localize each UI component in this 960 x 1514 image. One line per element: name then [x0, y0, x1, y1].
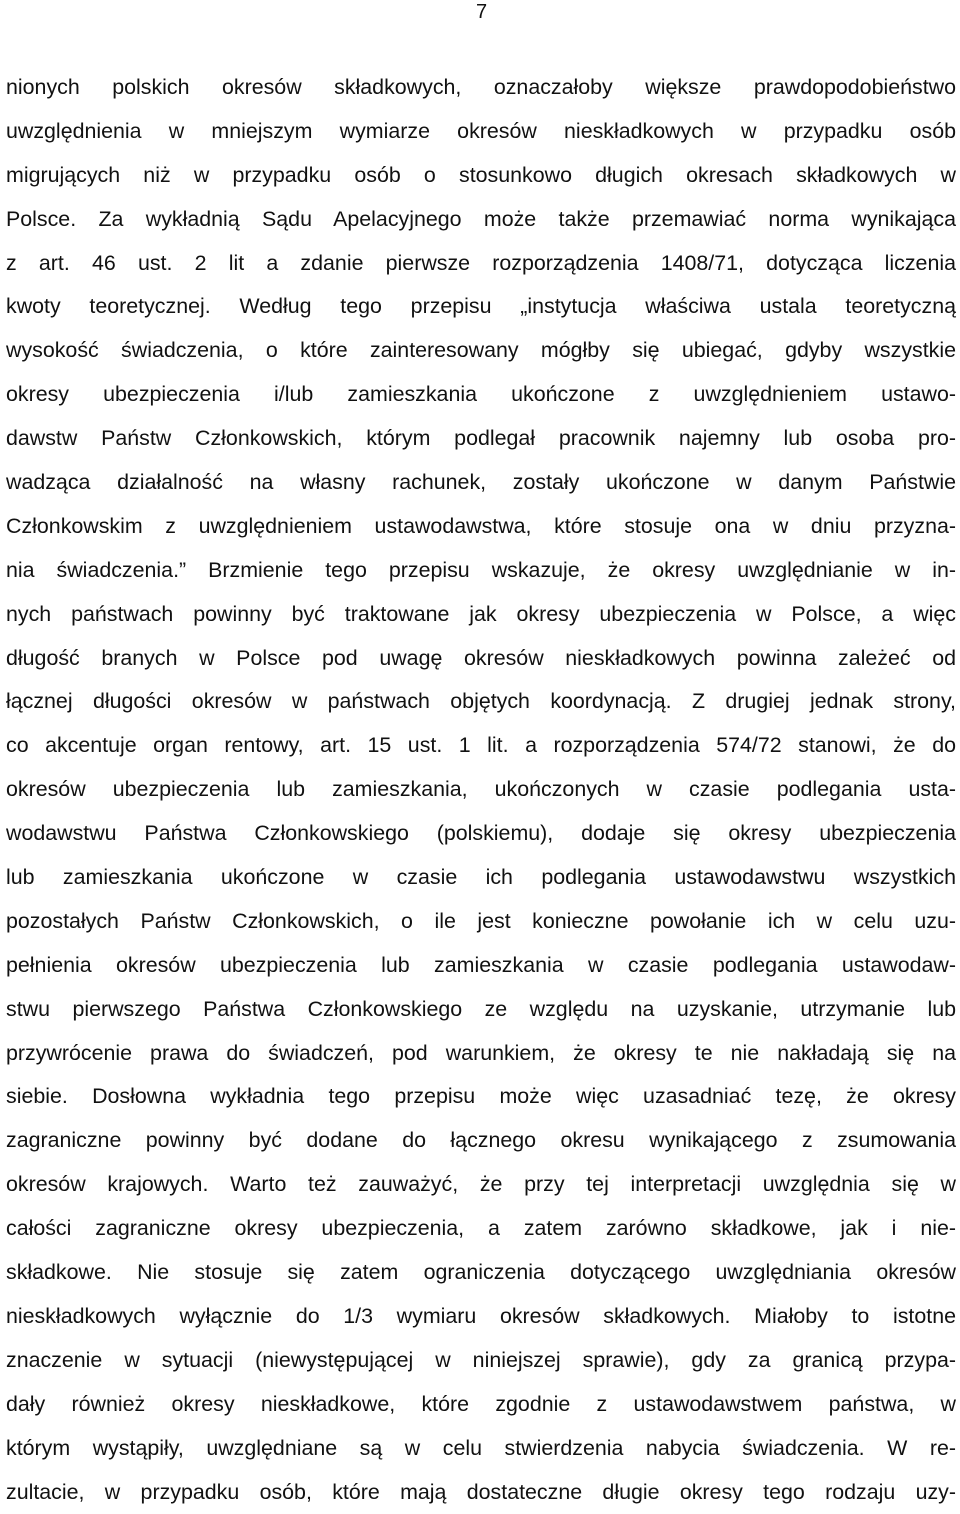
- text-line: składkowe. Nie stosuje się zatem ograniczenia dotyczącego uwzględniania okresów: [6, 1251, 956, 1295]
- text-line: okresy ubezpieczenia i/lub zamieszkania ukończone z uwzględnieniem ustawo-: [6, 373, 956, 417]
- text-line: wodawstwu Państwa Członkowskiego (polskiemu), dodaje się okresy ubezpieczenia: [6, 812, 956, 856]
- text-line: całości zagraniczne okresy ubezpieczenia, a zatem zarówno składkowe, jak i nie-: [6, 1207, 956, 1251]
- text-line: pozostałych Państw Członkowskich, o ile jest konieczne powołanie ich w celu uzu-: [6, 900, 956, 944]
- text-line: migrujących niż w przypadku osób o stosunkowo długich okresach składkowych w: [6, 154, 956, 198]
- text-line: znaczenie w sytuacji (niewystępującej w niniejszej sprawie), gdy za granicą przypa-: [6, 1339, 956, 1383]
- text-line: Członkowskim z uwzględnieniem ustawodawstwa, które stosuje ona w dniu przyzna-: [6, 505, 956, 549]
- text-line: przywrócenie prawa do świadczeń, pod warunkiem, że okresy te nie nakładają się na: [6, 1032, 956, 1076]
- body-text: [6, 66, 956, 1514]
- text-line: wadząca działalność na własny rachunek, zostały ukończone w danym Państwie: [6, 461, 956, 505]
- text-line: stwu pierwszego Państwa Członkowskiego ze względu na uzyskanie, utrzymanie lub: [6, 988, 956, 1032]
- text-line: dały również okresy nieskładkowe, które zgodnie z ustawodawstwem państwa, w: [6, 1383, 956, 1427]
- text-line: nieskładkowych wyłącznie do 1/3 wymiaru okresów składkowych. Miałoby to istotne: [6, 1295, 956, 1339]
- text-line: z art. 46 ust. 2 lit a zdanie pierwsze rozporządzenia 1408/71, dotycząca liczenia: [6, 242, 956, 286]
- page-number: 7: [476, 2, 487, 22]
- text-line: wysokość świadczenia, o które zainteresowany mógłby się ubiegać, gdyby wszystkie: [6, 329, 956, 373]
- text-line: nia świadczenia.” Brzmienie tego przepisu wskazuje, że okresy uwzględnianie w in-: [6, 549, 956, 593]
- text-line: uwzględnienia w mniejszym wymiarze okresów nieskładkowych w przypadku osób: [6, 110, 956, 154]
- text-line: nionych polskich okresów składkowych, oznaczałoby większe prawdopodobieństwo: [6, 66, 956, 110]
- text-line: pełnienia okresów ubezpieczenia lub zamieszkania w czasie podlegania ustawodaw-: [6, 944, 956, 988]
- text-line: dawstw Państw Członkowskich, którym podlegał pracownik najemny lub osoba pro-: [6, 417, 956, 461]
- text-line: zultacie, w przypadku osób, które mają dostateczne długie okresy tego rodzaju uzy-: [6, 1471, 956, 1514]
- text-line: co akcentuje organ rentowy, art. 15 ust. 1 lit. a rozporządzenia 574/72 stanowi, że do: [6, 724, 956, 768]
- text-line: lub zamieszkania ukończone w czasie ich podlegania ustawodawstwu wszystkich: [6, 856, 956, 900]
- text-line: okresów krajowych. Warto też zauważyć, że przy tej interpretacji uwzględnia się w: [6, 1163, 956, 1207]
- text-line: którym wystąpiły, uwzględniane są w celu stwierdzenia nabycia świadczenia. W re-: [6, 1427, 956, 1471]
- text-line: długość branych w Polsce pod uwagę okresów nieskładkowych powinna zależeć od: [6, 637, 956, 681]
- text-line: kwoty teoretycznej. Według tego przepisu „instytucja właściwa ustala teoretyczną: [6, 285, 956, 329]
- text-line: Polsce. Za wykładnią Sądu Apelacyjnego może także przemawiać norma wynikająca: [6, 198, 956, 242]
- text-line: zagraniczne powinny być dodane do łącznego okresu wynikającego z zsumowania: [6, 1119, 956, 1163]
- text-line: okresów ubezpieczenia lub zamieszkania, ukończonych w czasie podlegania usta-: [6, 768, 956, 812]
- text-line: siebie. Dosłowna wykładnia tego przepisu może więc uzasadniać tezę, że okresy: [6, 1075, 956, 1119]
- text-line: nych państwach powinny być traktowane jak okresy ubezpieczenia w Polsce, a więc: [6, 593, 956, 637]
- text-line: łącznej długości okresów w państwach objętych koordynacją. Z drugiej jednak strony,: [6, 680, 956, 724]
